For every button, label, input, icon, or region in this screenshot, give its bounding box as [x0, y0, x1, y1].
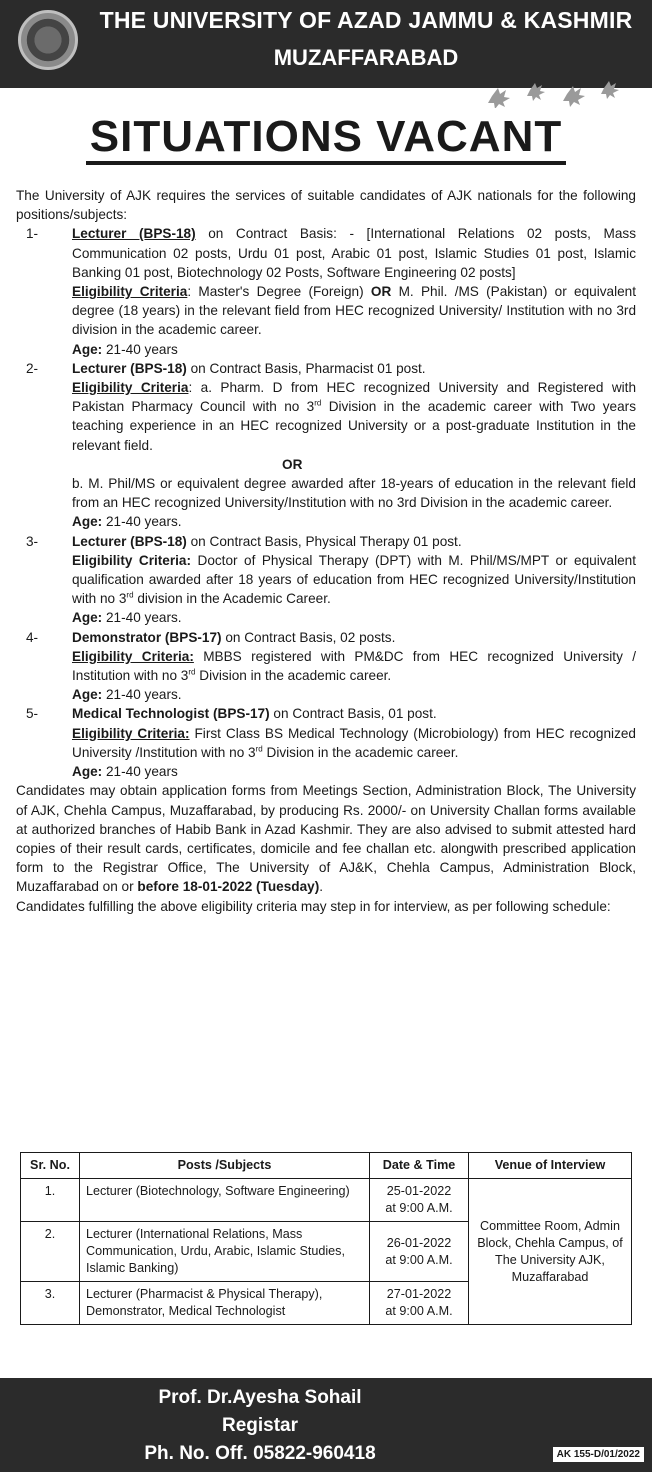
venue-cell: Committee Room, Admin Block, Chehla Campus, of The University AJK, Muzaffarabad [469, 1179, 632, 1325]
registrar-phone: Ph. No. Off. 05822-960418 [144, 1443, 376, 1464]
application-instructions: Candidates may obtain application forms from Meetings Section, Administration Block, The University of AJK, Chehla Campus, Muzaffarabad, by producing Rs. 2000/- on University Challan forms available at authorized branches of Habib Bank in Azad Kashmir. They are also advised to submit attested hard copies of their result cards, certificates, domicile and fee challan etc. alongwith prescribed application form to the Registrar Office, The University of AJ&K, Chehla Campus, Administration Block, Muzaffarabad on or before 18-01-2022 (Tuesday). [16, 783, 636, 895]
schedule-intro: Candidates fulfilling the above eligibility criteria may step in for interview, as per following schedule: [16, 898, 611, 914]
col-header: Sr. No. [21, 1153, 80, 1179]
table-row: 3. Lecturer (Pharmacist & Physical Therapy), Demonstrator, Medical Technologist 27-01-2022 at 9:00 A.M. [21, 1282, 632, 1325]
university-logo [18, 10, 78, 70]
reference-number: AK 155-D/01/2022 [553, 1447, 644, 1462]
table-row: 1. Lecturer (Biotechnology, Software Engineering) 25-01-2022 at 9:00 A.M. Committee Room, Admin Block, Chehla Campus, of The University AJK, Muzaffarabad [21, 1179, 632, 1222]
col-header: Posts /Subjects [80, 1153, 370, 1179]
position-2: 2- Lecturer (BPS-18) on Contract Basis, Pharmacist 01 post. Eligibility Criteria: a. Pharm. D from HEC recognized University and Registered with Pakistan Pharmacy Council with no 3rd Division in the academic career with Two years teaching experience in an HEC recognized University or a post-graduate Institution in the relevant field. OR b. M. Phil/MS or equivalent degree awarded after 18-years of education in the relevant field from an HEC recognized University/Institution with no 3rd Division in the academic career. Age: 21-40 years. [26, 360, 637, 530]
university-city: MUZAFFARABAD [273, 45, 459, 70]
leaves-decoration [482, 78, 632, 108]
registrar-designation: Registar [221, 1415, 299, 1436]
position-5: 5- Medical Technologist (BPS-17) on Contract Basis, 01 post. Eligibility Criteria: First Class BS Medical Technology (Microbiology) from HEC recognized University /Institution with no 3rd Division in the academic career. Age: 21-40 years [26, 706, 636, 780]
page-title: SITUATIONS VACANT [0, 110, 652, 164]
footer-banner [0, 1378, 652, 1472]
table-row: 2. Lecturer (International Relations, Mass Communication, Urdu, Arabic, Islamic Studies, Islamic Banking) 26-01-2022 at 9:00 A.M. [21, 1222, 632, 1282]
position-3: 3- Lecturer (BPS-18) on Contract Basis, Physical Therapy 01 post. Eligibility Criteria: Doctor of Physical Therapy (DPT) with M. Phil/MS/MPT or equivalent qualification awarded after 18 years of education from HEC recognized University/Institution with no 3rd division in the Academic Career. Age: 21-40 years. [26, 533, 636, 626]
intro-text: The University of AJK requires the services of suitable candidates of AJK nationals for the following positions/subjects: [16, 188, 636, 223]
university-name: THE UNIVERSITY OF AZAD JAMMU & KASHMIR [99, 7, 633, 33]
interview-schedule-table [20, 1152, 632, 1325]
position-1: 1- Lecturer (BPS-18) on Contract Basis: - [International Relations 02 posts, Mass Communication 02 posts, Urdu 01 post, Arabic 01 post, Islamic Studies 01 post, Islamic Banking 01 post, Biotechnology 02 Posts, Software Engineering 02 posts] Eligibility Criteria: Master's Degree (Foreign) OR M. Phil. /MS (Pakistan) or equivalent degree (18 years) in the relevant field from HEC recognized University/ Institution with no 3rd division in the academic career. Age: 21-40 years [26, 226, 636, 357]
col-header: Date & Time [370, 1153, 469, 1179]
header-banner [0, 0, 652, 88]
col-header: Venue of Interview [469, 1153, 632, 1179]
registrar-name: Prof. Dr.Ayesha Sohail [158, 1387, 362, 1408]
position-4: 4- Demonstrator (BPS-17) on Contract Basis, 02 posts. Eligibility Criteria: MBBS registered with PM&DC from HEC recognized University / Institution with no 3rd Division in the academic career. Age: 21-40 years. [26, 629, 636, 703]
advertisement-body [16, 186, 636, 916]
table-header-row [21, 1153, 632, 1179]
